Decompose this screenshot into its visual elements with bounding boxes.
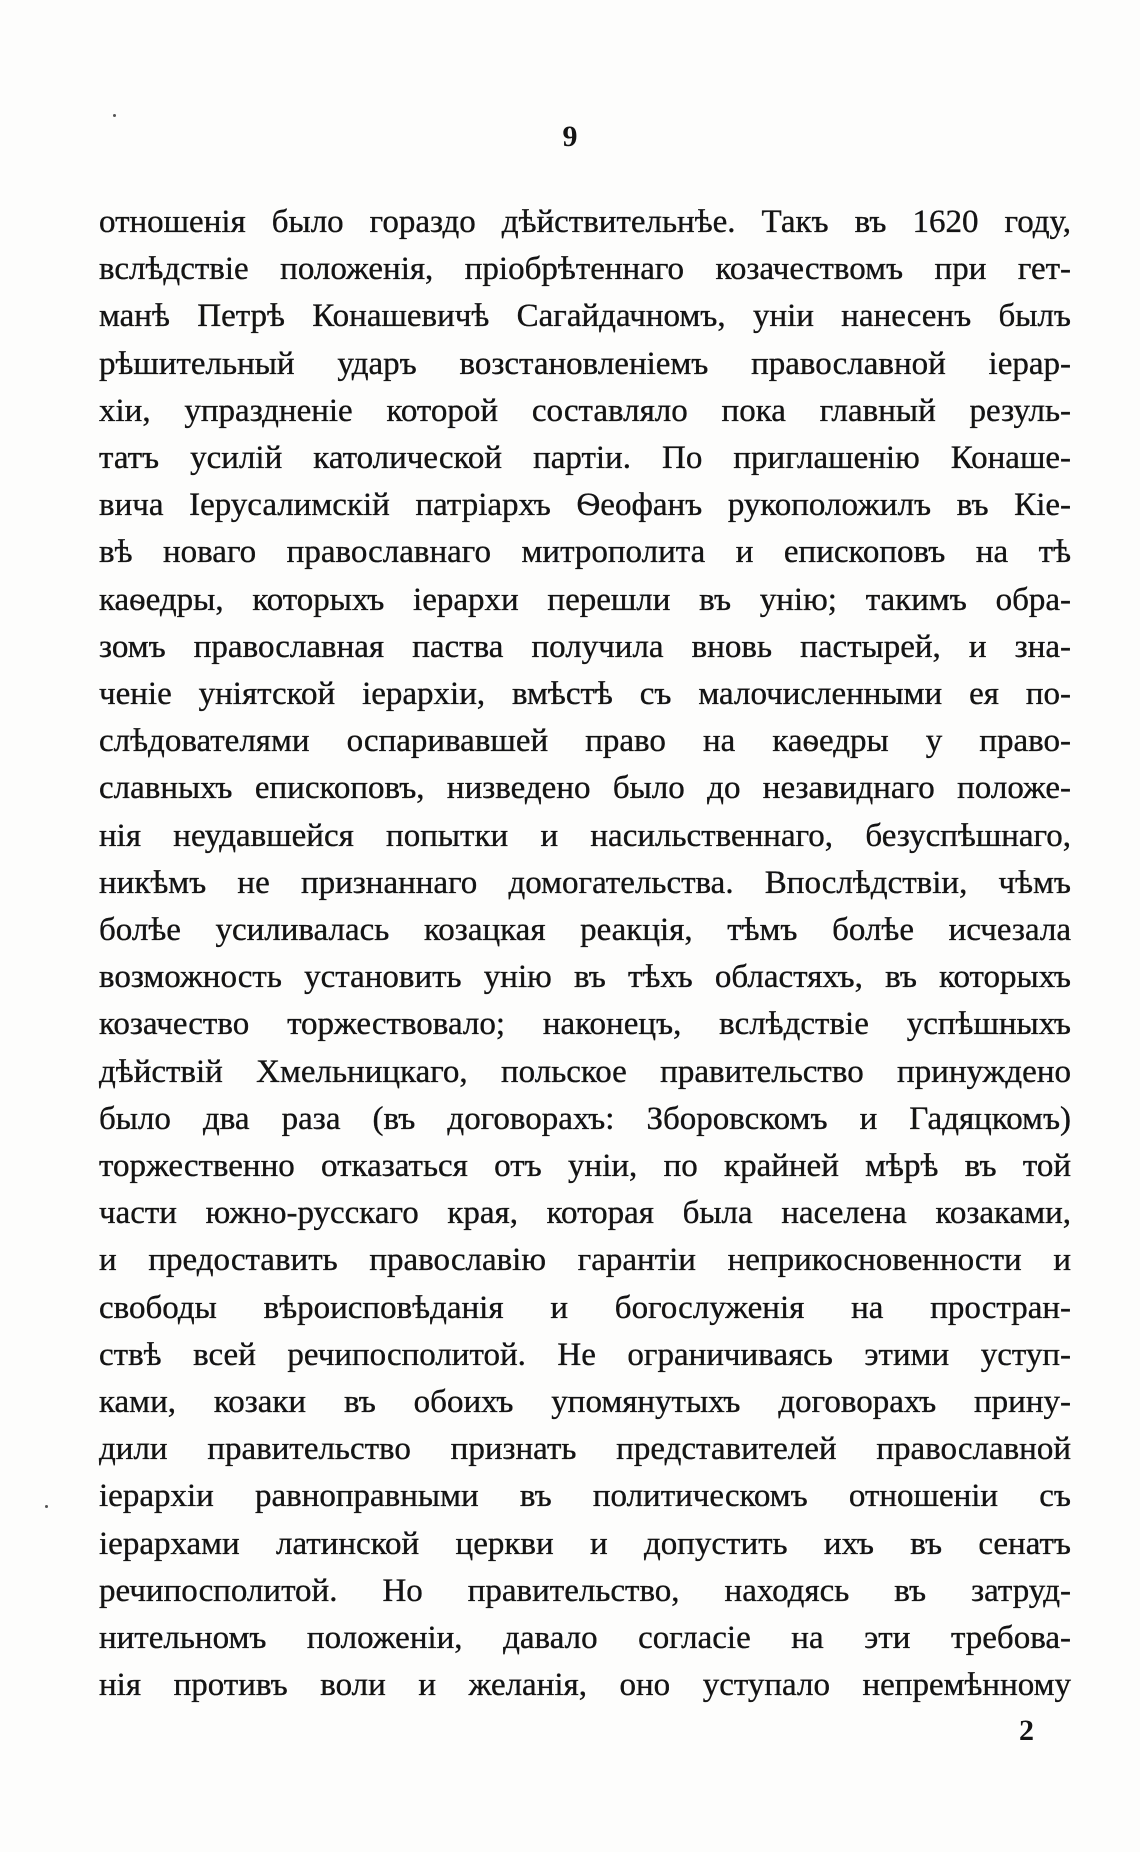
text-line: болѣе усиливалась козацкая реакція, тѣмъ болѣе исчезала bbox=[99, 912, 1071, 949]
text-line: хіи, упраздненіе которой составляло пока главный резуль- bbox=[99, 392, 1071, 429]
text-line: іерархами латинской церкви и допустить ихъ въ сенатъ bbox=[99, 1525, 1071, 1562]
text-line: татъ усилій католической партіи. По приглашенію Конаше- bbox=[99, 440, 1071, 477]
text-line: славныхъ епископовъ, низведено было до незавиднаго положе- bbox=[99, 770, 1071, 807]
text-line: никѣмъ не признаннаго домогательства. Впослѣдствіи, чѣмъ bbox=[99, 864, 1071, 901]
text-line: торжественно отказаться отъ уніи, по крайней мѣрѣ въ той bbox=[99, 1148, 1071, 1185]
scan-speck bbox=[113, 114, 116, 117]
text-line: дили правительство признать представителей православной bbox=[99, 1431, 1071, 1468]
text-line: нія противъ воли и желанія, оно уступало непремѣнному bbox=[99, 1667, 1071, 1704]
text-line: и предоставить православію гарантіи неприкосновенности и bbox=[99, 1242, 1071, 1279]
text-line: отношенія было гораздо дѣйствительнѣе. Такъ въ 1620 году, bbox=[99, 204, 1071, 240]
text-line: вича Іерусалимскій патріархъ Ѳеофанъ рукоположилъ въ Кіе- bbox=[99, 487, 1071, 524]
text-line: нія неудавшейся попытки и насильственнаго, безуспѣшнаго, bbox=[99, 817, 1071, 854]
text-line: ствѣ всей речипосполитой. Не ограничиваясь этими уступ- bbox=[99, 1336, 1071, 1373]
scan-speck bbox=[45, 1505, 48, 1508]
text-line: части южно-русскаго края, которая была населена козаками, bbox=[99, 1195, 1071, 1232]
text-line: зомъ православная паства получила вновь пастырей, и зна- bbox=[99, 628, 1071, 665]
text-line: возможность установить унію въ тѣхъ областяхъ, въ которыхъ bbox=[99, 959, 1071, 996]
text-line: ками, козаки въ обоихъ упомянутыхъ договорахъ прину- bbox=[99, 1384, 1071, 1421]
text-line: речипосполитой. Но правительство, находясь въ затруд- bbox=[99, 1572, 1071, 1609]
text-line: вѣ новаго православнаго митрополита и епископовъ на тѣ bbox=[99, 534, 1071, 571]
text-line: рѣшительный ударъ возстановленіемъ православной іерар- bbox=[99, 345, 1071, 382]
text-line: каѳедры, которыхъ іерархи перешли въ унію; такимъ обра- bbox=[99, 581, 1071, 618]
text-line: свободы вѣроисповѣданія и богослуженія на простран- bbox=[99, 1289, 1071, 1326]
text-line: слѣдователями оспаривавшей право на каѳедры у право- bbox=[99, 723, 1071, 760]
page-number: 9 bbox=[562, 120, 578, 153]
text-line: дѣйствій Хмельницкаго, польское правительство принуждено bbox=[99, 1053, 1071, 1090]
text-line: іерархіи равноправными въ политическомъ отношеніи съ bbox=[99, 1478, 1071, 1515]
text-line: козачество торжествовало; наконецъ, вслѣдствіе успѣшныхъ bbox=[99, 1006, 1071, 1043]
signature-mark: 2 bbox=[1019, 1714, 1034, 1747]
text-line: нительномъ положеніи, давало согласіе на эти требова- bbox=[99, 1620, 1071, 1657]
body-text bbox=[99, 199, 1071, 1710]
text-line: манѣ Петрѣ Конашевичѣ Сагайдачномъ, уніи нанесенъ былъ bbox=[99, 298, 1071, 335]
text-line: было два раза (въ договорахъ: Зборовскомъ и Гадяцкомъ) bbox=[99, 1100, 1071, 1137]
text-line: вслѣдствіе положенія, пріобрѣтеннаго козачествомъ при гет- bbox=[99, 251, 1071, 288]
text-line: ченіе уніятской іерархіи, вмѣстѣ съ малочисленными ея по- bbox=[99, 676, 1071, 713]
